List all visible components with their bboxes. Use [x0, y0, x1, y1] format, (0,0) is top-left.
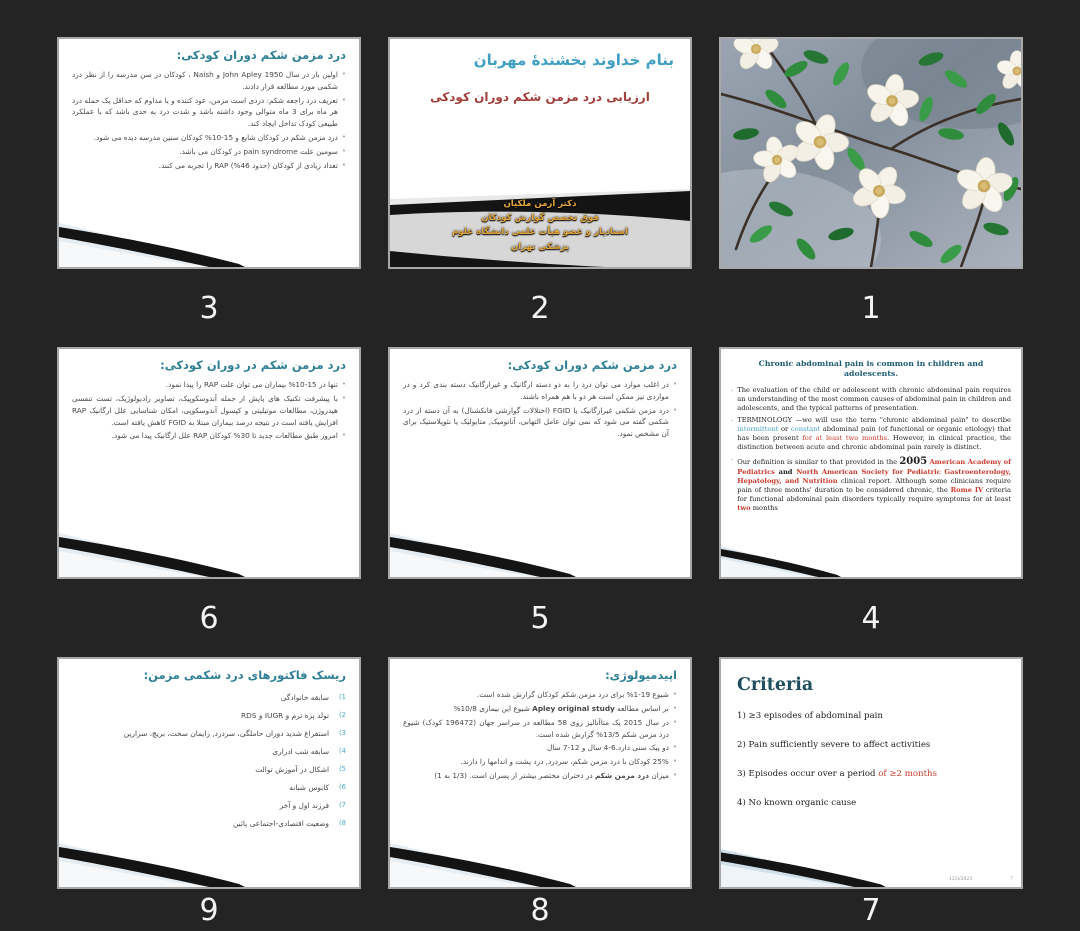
slide-thumbnail-5[interactable] — [388, 347, 692, 579]
credit-line: فوق تخصص گوارش کودکان — [481, 213, 599, 224]
slide-number-wrap — [861, 579, 880, 657]
criteria-item: 3) Episodes occur over a period of ≥2 months — [737, 769, 937, 779]
slide-thumbnail-8[interactable] — [388, 657, 692, 889]
slide-thumbnail-6[interactable] — [57, 347, 361, 579]
slide-4-content — [721, 349, 1021, 577]
slide-number: 5 — [530, 600, 550, 636]
slide-9-title: ریسک فاکتورهای درد شکمی مزمن: — [143, 668, 346, 682]
footer-date: 12/3/2023 — [949, 877, 973, 882]
bullet: • تعداد زیادی از کودکان (حدود 46%) RAP را تجربه می کنند. — [158, 160, 346, 170]
slide-cell-2 — [388, 37, 692, 347]
credit-line: دکتر آرمن ملکیان — [503, 199, 577, 209]
bullet: - TERMINOLOGY —we will use the term "chronic abdominal pain" to describe intermittent or constant abdominal pain (of functional or organic etiology) that has been present for at least two months. However, in clinical practice, the distinction between acute and chronic abdominal pain rarely is distinct. — [731, 416, 1012, 452]
bullet-dash-icon: - — [731, 386, 734, 395]
slide-number: 3 — [199, 290, 219, 326]
slide-cell-6 — [57, 347, 361, 657]
criteria-item: 2) Pain sufficiently severe to affect activities — [737, 740, 931, 750]
slide-7-content — [721, 659, 1021, 887]
bullet: • تنها در 15-10% بیماران می توان علت RAP را پیدا نمود. — [165, 380, 346, 389]
slide-4-title: Chronic abdominal pain is common in children and adolescents. — [758, 359, 984, 379]
credit-line: پزشکی تهران — [510, 241, 570, 252]
slide-8-title: اپیدمیولوژی: — [605, 668, 677, 682]
criteria-item: 4) No known organic cause — [737, 798, 857, 808]
bullet-dot-icon: • — [672, 703, 677, 712]
slide-number-wrap — [530, 889, 549, 931]
slide-cell-9 — [57, 657, 361, 931]
bullet-dot-icon: • — [341, 380, 346, 388]
bullet-dot-icon: • — [672, 757, 677, 766]
slide-number: 7 — [861, 892, 881, 928]
slide-thumbnail-2[interactable] — [388, 37, 692, 269]
slide-thumbnail-9[interactable] — [57, 657, 361, 889]
slide-number-wrap — [199, 269, 218, 347]
slide-2-title: بنام خداوند بخشندهٔ مهربان — [473, 51, 674, 69]
numbered-item: (8 وضعیت اقتصادی-اجتماعی پائین — [233, 818, 346, 828]
slide-cell-7 — [719, 657, 1023, 931]
slide-number: 6 — [199, 600, 219, 636]
slide-thumbnail-4[interactable] — [719, 347, 1023, 579]
slide-2-credits — [390, 197, 690, 254]
slide-cell-3 — [57, 37, 361, 347]
slide-thumbnail-1[interactable] — [719, 37, 1023, 269]
slide-6-content — [59, 349, 359, 577]
bullet: • اولین بار در سال John Apley 1950 و Naish ، کودکان در سن مدرسه را از نظر درد شکمی مورد مطالعه قرار دادند. — [72, 70, 346, 91]
slide-number: 9 — [199, 892, 219, 928]
slide-3-title: درد مزمن شکم دوران کودکی: — [176, 48, 346, 62]
bullet: - The evaluation of the child or adolescent with chronic abdominal pain requires an understanding of the most common causes of abdominal pain in children and adolescents, and the typical patterns of presentation. — [731, 386, 1011, 413]
bullet: • 25% کودکان با درد مزمن شکم، سردرد, درد پشت و اندامها را دارند. — [460, 757, 677, 767]
slide-cell-1 — [719, 37, 1023, 347]
numbered-item: (3 استفراغ شدید دوران حاملگی، سردرد, زایمان سخت، بریچ، سزارین — [123, 728, 346, 738]
slide-cell-5 — [388, 347, 692, 657]
bullet: • بر اساس مطالعه Apley original study شیوع این بیماری 10/8% — [453, 703, 677, 713]
bullet-dot-icon: • — [341, 70, 346, 78]
bullet-dot-icon: • — [672, 405, 677, 414]
slide-9-content — [59, 659, 359, 887]
numbered-item: (7 فرزند اول و آخر — [279, 800, 346, 810]
slide-cell-4 — [719, 347, 1023, 657]
slide-thumbnail-3[interactable] — [57, 37, 361, 269]
bullet-dot-icon: • — [341, 393, 346, 402]
slide-number-wrap — [530, 269, 549, 347]
bullet-dot-icon: • — [341, 95, 346, 104]
bullet-dot-icon: • — [341, 133, 346, 142]
slide-number: 1 — [861, 290, 881, 326]
slide-3-content — [59, 39, 359, 267]
bullet: • در اغلب موارد می توان درد را به دو دسته ارگانیک و غیرارگانیک دسته بندی کرد و در مواردی نیز ممکن است هر دو با هم همراه باشند. — [403, 380, 677, 401]
bullet-dot-icon: • — [672, 717, 677, 726]
bullet: • با پیشرفت تکنیک های پایش از جمله آندوسکوپیک، تصاویر رادیولوژیک، تست تنفسی هیدروژن، مطالعات موتیلیتی و کپسول آندوسکوپی، امکان شناسایی علل ارگانیک RAP افزایش یافته است در نتیجه درصد بیماران مبتلا به FGID کاهش یافته است. — [72, 393, 346, 427]
bullet-dot-icon: • — [672, 743, 677, 752]
slide-5-content — [390, 349, 690, 577]
slide-cell-8 — [388, 657, 692, 931]
numbered-item: (4 سابقه شب ادراری — [272, 746, 346, 756]
bullet: • در سال 2015 یک متاآنالیز روی 58 مطالعه در سراسر جهان (196472 کودک) شیوع درد مزمن شکم 13/5% گزارش شده است. — [403, 717, 677, 739]
slide-6-title: درد مزمن شکم در دوران کودکی: — [160, 358, 346, 372]
bullet-dash-icon: - — [731, 416, 734, 425]
bullet: - Our definition is similar to that provided in the 2005 American Academy of Pediatrics and North American Society for Pediatric Gastroenterology, Hepatology, and Nutrition clinical report. Although some clinicians require pain of three months' duration to be considered chronic, the Rome IV criteria for functional abdominal pain disorders typically require symptoms for at least two months — [731, 455, 1011, 513]
bullet: • سومین علت pain syndrome در کودکان می باشد. — [179, 146, 346, 156]
slide-footer — [949, 877, 1013, 882]
bullet: • شیوع 19-1% برای درد مزمن شکم کودکان گزارش شده است. — [476, 690, 677, 699]
bullet: • دو پیک سنی دارد.6-4 سال و 12-7 سال — [546, 743, 677, 753]
numbered-item: (6 کابوس شبانه — [289, 782, 346, 792]
slide-2-content — [390, 39, 690, 267]
bullet: • امروز طبق مطالعات جدید تا 30% کودکان RAP علل ارگانیک پیدا می شود. — [111, 431, 346, 441]
slide-thumbnail-7[interactable] — [719, 657, 1023, 889]
bullet-dot-icon: • — [341, 146, 346, 155]
bullet-dot-icon: • — [672, 380, 677, 388]
criteria-item: 1) ≥3 episodes of abdominal pain — [737, 711, 883, 721]
slide-number-wrap — [199, 579, 218, 657]
slide-number-wrap — [861, 269, 880, 347]
bullet-dot-icon: • — [341, 431, 346, 440]
slide-number-wrap — [861, 889, 880, 931]
bullet-dot-icon: • — [672, 690, 677, 698]
white-dogwood-flowers-on-green-branches-photo — [721, 39, 1021, 267]
numbered-item: (2 تولد پره ترم و IUGR و RDS — [241, 710, 346, 720]
slide-8-content — [390, 659, 690, 887]
slide-number: 4 — [861, 600, 881, 636]
bullet: • درد مزمن شکم در کودکان شایع و 15-10% کودکان سنین مدرسه دیده می شود. — [93, 133, 346, 143]
slide-7-title: Criteria — [737, 675, 814, 695]
bullet: • میزان درد مزمن شکم در دختران مختصر بیشتر از پسران است. (1/3 به 1) — [434, 771, 677, 781]
numbered-item: (5 اشکال در آموزش توالت — [255, 764, 346, 774]
slide-number-wrap — [530, 579, 549, 657]
credit-line: استادیار و عضو هیأت علمی دانشگاه علوم — [452, 227, 628, 238]
slide-5-title: درد مزمن شکم دوران کودکی: — [507, 358, 677, 372]
slide-number-wrap — [199, 889, 218, 931]
footer-page-number: 7 — [1010, 877, 1013, 882]
bullet-dash-icon: - — [731, 455, 734, 464]
bullet-dot-icon: • — [672, 771, 677, 780]
bullet: • تعریف درد راجعه شکم: دردی است مزمن، عود کننده و یا مداوم که حداقل یک حمله درد هر ماه برای 3 ماه متوالی وجود داشته باشد و شدت درد به حدی باشد که با عملکرد طبیعی کودک تداخل ایجاد کند. — [72, 95, 346, 129]
slide-2-subtitle: ارزیابی درد مزمن شکم دوران کودکی — [430, 90, 650, 105]
slide-number: 8 — [530, 892, 550, 928]
numbered-item: (1 سابقه خانوادگی — [280, 693, 346, 702]
bullet: • درد مزمن شکمی غیرارگانیک یا FGID (اختلالات گوارشی فانکشنال) به آن دسته از درد شکمی گفته می شود که نمی توان عامل التهابی، آناتومیک, متابولیک یا نئوپلاستیک برای آن مشخص نمود. — [403, 405, 677, 439]
bullet-dot-icon: • — [341, 160, 346, 169]
slide-number: 2 — [530, 290, 550, 326]
